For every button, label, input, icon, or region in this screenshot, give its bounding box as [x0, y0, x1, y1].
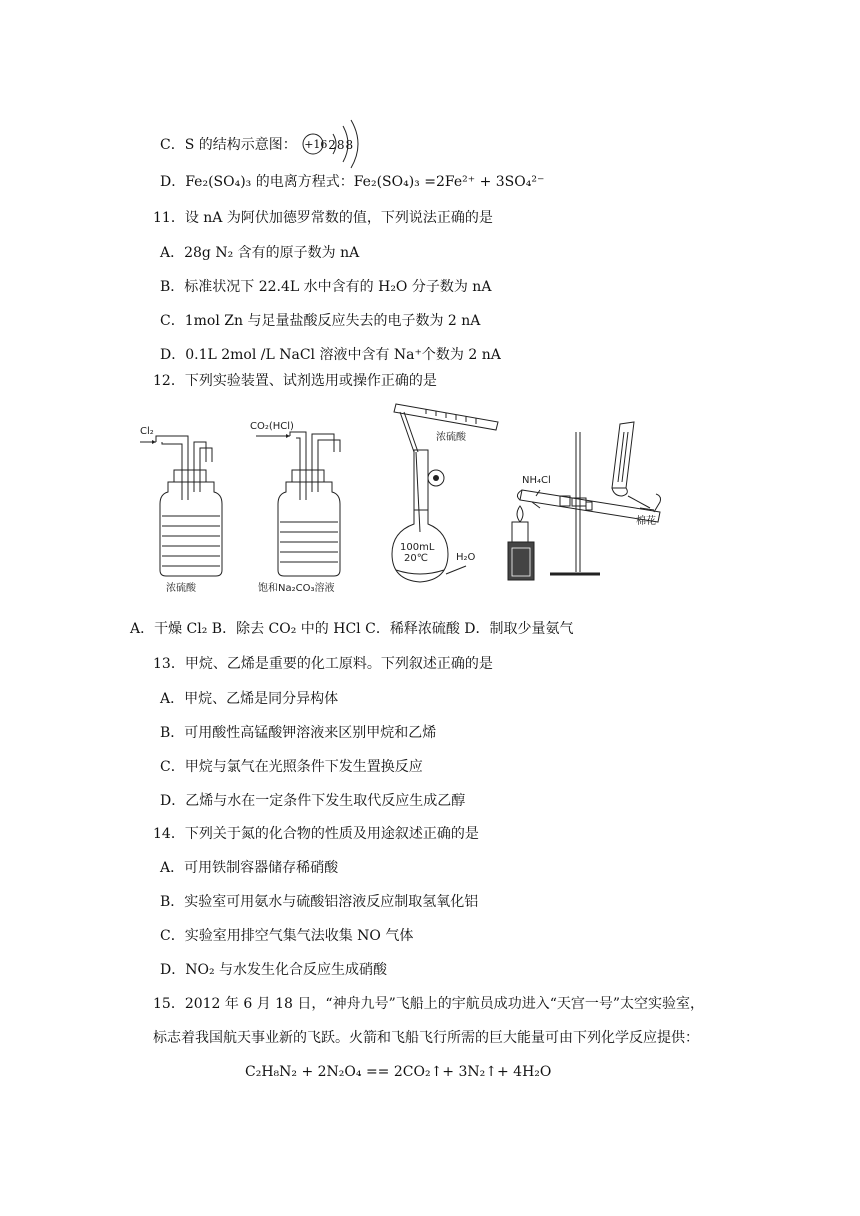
q14-option-b: B．实验室可用氨水与硫酸铝溶液反应制取氢氧化铝 — [160, 894, 479, 910]
q12-apparatus-figures — [128, 392, 758, 592]
fig4-reagent-label: NH₄Cl — [522, 475, 551, 486]
q11-stem: 11．设 nA 为阿伏加德罗常数的值，下列说法正确的是 — [153, 210, 493, 226]
fig2-gas-label: CO₂(HCl) — [250, 421, 294, 432]
fig1-gas-label: Cl₂ — [140, 426, 154, 437]
q15-line-2: 标志着我国航天事业新的飞跃。火箭和飞船飞行所需的巨大能量可由下列化学反应提供： — [153, 1030, 699, 1046]
q11-option-c: C．1mol Zn 与足量盐酸反应失去的电子数为 2 nA — [160, 313, 481, 329]
q13-option-c: C．甲烷与氯气在光照条件下发生置换反应 — [160, 759, 423, 775]
q11-option-a: A．28g N₂ 含有的原子数为 nA — [160, 245, 360, 261]
fig2-liquid-label: 饱和Na₂CO₃溶液 — [258, 583, 335, 594]
fig1-liquid-label: 浓硫酸 — [166, 583, 196, 594]
q10-option-d: D．Fe₂(SO₄)₃ 的电离方程式：Fe₂(SO₄)₃ =2Fe²⁺ + 3SO₄²⁻ — [160, 174, 545, 190]
q13-option-a: A．甲烷、乙烯是同分异构体 — [160, 691, 339, 707]
fig3-temp-label: 20℃ — [404, 553, 428, 564]
wash-bottle-1-icon — [128, 392, 248, 592]
electron-shells: 288 — [328, 138, 355, 152]
nucleus-charge: +16 — [304, 138, 328, 151]
q10-option-c-label: C．S 的结构示意图： — [160, 137, 297, 153]
q14-option-d: D．NO₂ 与水发生化合反应生成硝酸 — [160, 962, 388, 978]
sulfur-atom-diagram — [301, 128, 361, 162]
q15-line-1: 15．2012 年 6 月 18 日，“神舟九号”飞船上的宇航员成功进入“天宫一号”太空实验室， — [153, 996, 705, 1012]
q10-option-c — [160, 128, 361, 162]
fig4-cotton-label: 棉花 — [636, 516, 656, 527]
q12-stem: 12．下列实验装置、试剂选用或操作正确的是 — [153, 373, 437, 389]
q14-option-c: C．实验室用排空气集气法收集 NO 气体 — [160, 928, 414, 944]
ammonia-apparatus-icon — [500, 392, 758, 592]
fig3-water-label: H₂O — [456, 552, 476, 563]
q11-option-b: B．标准状况下 22.4L 水中含有的 H₂O 分子数为 nA — [160, 279, 492, 295]
q11-option-d: D．0.1L 2mol /L NaCl 溶液中含有 Na⁺个数为 2 nA — [160, 347, 501, 363]
q15-equation: C₂H₈N₂ + 2N₂O₄ == 2CO₂↑+ 3N₂↑+ 4H₂O — [245, 1064, 552, 1080]
q13-option-b: B．可用酸性高锰酸钾溶液来区别甲烷和乙烯 — [160, 725, 437, 741]
fig3-acid-label: 浓硫酸 — [436, 432, 466, 443]
q14-stem: 14．下列关于氮的化合物的性质及用途叙述正确的是 — [153, 826, 479, 842]
q13-option-d: D．乙烯与水在一定条件下发生取代反应生成乙醇 — [160, 793, 466, 809]
q12-options: A．干燥 Cl₂ B．除去 CO₂ 中的 HCl C．稀释浓硫酸 D．制取少量氨气 — [130, 621, 574, 637]
q13-stem: 13．甲烷、乙烯是重要的化工原料。下列叙述正确的是 — [153, 656, 493, 672]
fig3-flask-label: 100mL — [400, 542, 435, 553]
q14-option-a: A．可用铁制容器储存稀硝酸 — [160, 860, 339, 876]
